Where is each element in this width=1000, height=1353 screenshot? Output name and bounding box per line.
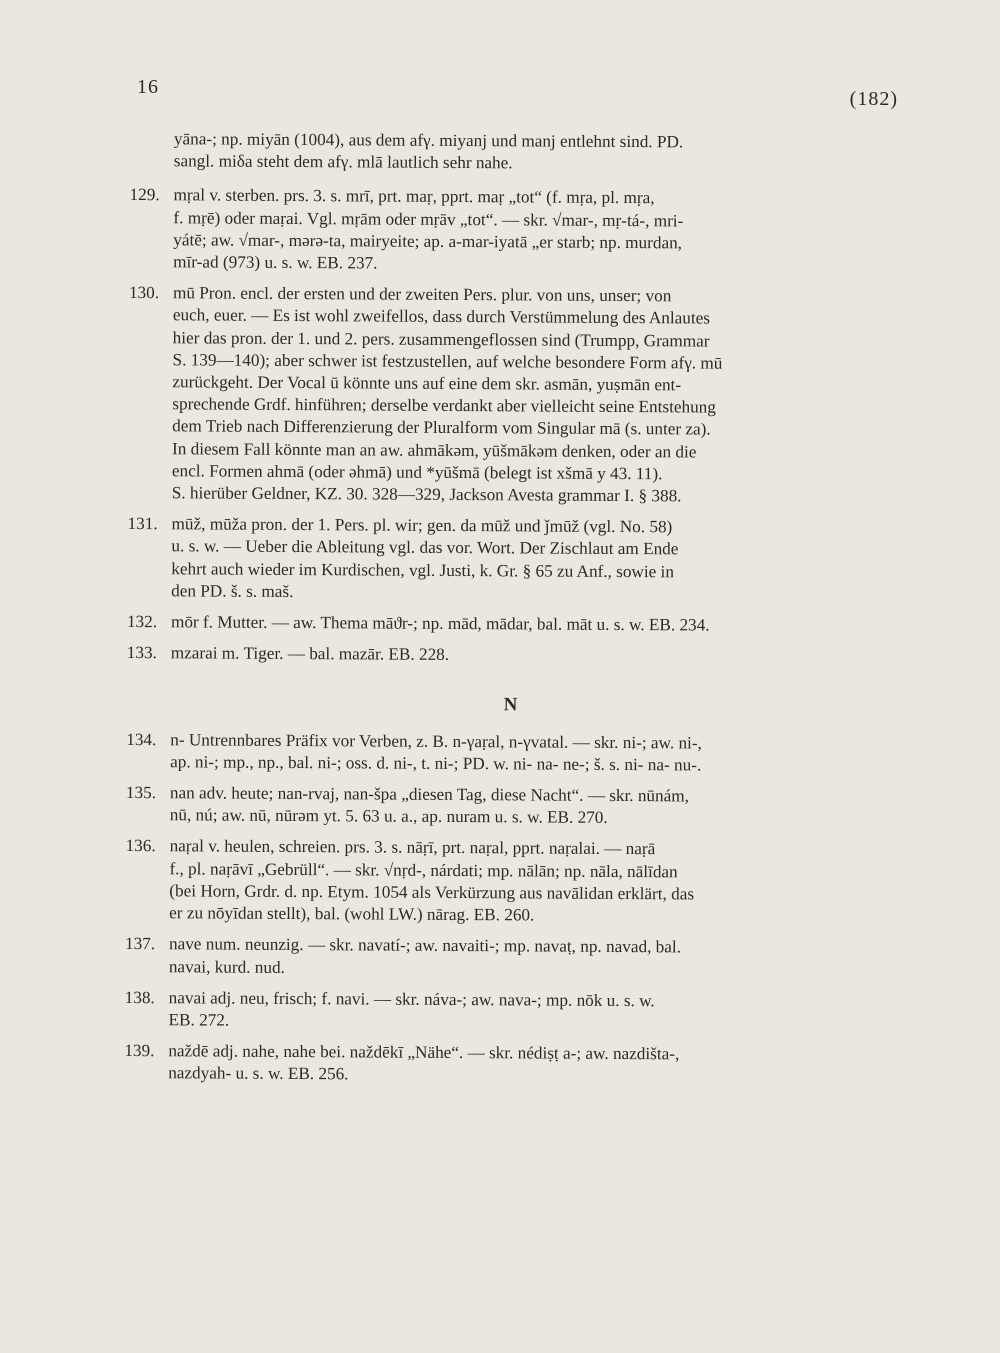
dictionary-entry	[127, 611, 895, 638]
entry-number: 136.	[125, 836, 156, 856]
dictionary-entry	[125, 933, 893, 982]
entry-text: nan adv. heute; nan-rvaj, nan-špa „diesen Tag, diese Nacht“. — skr. nūnám,	[169, 783, 690, 806]
page-body	[124, 128, 898, 1098]
entry-line: hier das pron. der 1. und 2. pers. zusammengeflossen sind (Trumpp, Grammar	[172, 327, 710, 351]
entry-text: mūž, mūža pron. der 1. Pers. pl. wir; gen. da mūž und ǰmūž (vgl. No. 58)	[171, 514, 673, 537]
dictionary-entry	[125, 835, 894, 929]
dictionary-entry	[127, 513, 896, 607]
entry-line	[127, 642, 895, 669]
entry-number: 134.	[126, 729, 157, 749]
section-heading: N	[503, 694, 518, 716]
entry-number: 133.	[126, 643, 157, 663]
entry-number: 129.	[129, 185, 160, 205]
entry-number: 138.	[124, 987, 155, 1007]
entry-number: 130.	[128, 283, 160, 303]
entry-text: mū Pron. encl. der ersten und der zweiten Pers. plur. von uns, unser; von	[172, 283, 672, 306]
original-page-number: (182)	[849, 88, 898, 110]
entry-line: nazdyah- u. s. w. EB. 256.	[168, 1063, 349, 1084]
entry-line: f., pl. naṛāvī „Gebrüll“. — skr. √nṛd-, nárdati; mp. nālān; np. nāla, nālīdan	[169, 858, 678, 882]
entry-line: S. 139—140); aber schwer ist festzustellen, auf welche besondere Form afγ. mū	[172, 350, 723, 373]
entry-line: In diesem Fall könnte man an aw. ahmākəm, yūšmākəm denken, oder an die	[171, 438, 697, 462]
entry-line: f. mṛē) oder maṛai. Vgl. mṛām oder mṛāv „tot“. — skr. √mar-, mṛ-tá-, mri-	[173, 207, 684, 230]
dictionary-entry	[126, 729, 894, 778]
entry-line: (bei Horn, Grdr. d. np. Etym. 1054 als Verkürzung aus navālidan erklärt, das	[169, 881, 695, 904]
entry-line: ap. ni-; mp., np., bal. ni-; oss. d. ni-, t. ni-; PD. w. ni- na- ne-; š. s. ni- na- nu-.	[170, 752, 702, 775]
entry-line	[125, 987, 893, 1014]
entry-number: 139.	[124, 1041, 155, 1061]
entry-line: nū, nú; aw. nū, nūrəm yt. 5. 63 u. a., ap. nuram u. s. w. EB. 270.	[169, 805, 608, 828]
entry-line: er zu nōyīdan stellt), bal. (wohl LW.) nārag. EB. 260.	[169, 903, 535, 925]
entry-line: EB. 272.	[168, 1010, 230, 1030]
entry-line: kehrt auch wieder im Kurdischen, vgl. Justi, k. Gr. § 65 zu Anf., sowie in	[171, 558, 675, 581]
entry-line: yátē; aw. √mar-, mərə-ta, mairyeite; ap. a-mar-iyatā „er starb; np. murdan,	[173, 230, 683, 253]
dictionary-entry	[129, 184, 898, 278]
entry-line: navai, kurd. nud.	[168, 956, 285, 977]
entry-line: sprechende Grdf. hinführen; derselbe verdankt aber vielleicht seine Entstehung	[172, 394, 716, 417]
dictionary-entry	[126, 782, 894, 831]
entries-list	[124, 729, 894, 1090]
entry-text: naždē adj. nahe, nahe bei. naždēkī „Nähe“. — skr. nédiṣṭ a-; aw. nazdišta-,	[168, 1041, 680, 1064]
entry-number: 135.	[125, 783, 157, 803]
entry-line: S. hierüber Geldner, KZ. 30. 328—329, Jackson Avesta grammar I. § 388.	[171, 483, 682, 506]
entry-text: mzarai m. Tiger. — bal. mazār. EB. 228.	[170, 643, 450, 665]
entry-line: mīr-ad (973) u. s. w. EB. 237.	[173, 252, 378, 273]
entry-text: navai adj. neu, frisch; f. navi. — skr. náva-; aw. nava-; mp. nōk u. s. w.	[168, 987, 655, 1010]
entry-number: 132.	[126, 612, 158, 632]
dictionary-entry	[127, 642, 895, 669]
entry-line: euch, euer. — Es ist wohl zweifellos, dass durch Verstümmelung des Anlautes	[172, 305, 711, 328]
entry-number: 131.	[127, 514, 158, 534]
dictionary-entry	[124, 987, 892, 1036]
entry-text: naṛal v. heulen, schreien. prs. 3. s. nāṛī, prt. naṛal, pprt. naṛalai. — naṛā	[169, 836, 656, 859]
entry-line: dem Trieb nach Differenzierung der Pluralform vom Singular mā (s. unter za).	[172, 416, 711, 439]
entry-text: nave num. neunzig. — skr. navatí-; aw. navaiti-; mp. navaṭ, np. navad, bal.	[168, 934, 682, 957]
entry-line: den PD. š. s. maš.	[171, 581, 294, 601]
entry-text: n- Untrennbares Präfix vor Verben, z. B. n-γaṛal, n-γvatal. — skr. ni-; aw. ni-,	[170, 729, 702, 753]
entry-text: mōr f. Mutter. — aw. Thema māϑr-; np. mād, mādar, bal. māt u. s. w. EB. 234.	[170, 612, 710, 635]
entry-text: mṛal v. sterben. prs. 3. s. mrī, prt. maṛ, pprt. maṛ „tot“ (f. mṛa, pl. mṛa,	[173, 185, 655, 208]
page-number: 16	[137, 76, 159, 98]
continuation-text	[130, 128, 898, 177]
entry-number: 137.	[124, 934, 156, 954]
dictionary-entry	[128, 282, 897, 509]
dictionary-entry	[124, 1040, 892, 1089]
text-line: yāna-; np. miyān (1004), aus dem afγ. miyanj und manj entlehnt sind. PD.	[173, 129, 684, 152]
entry-line: zurückgeht. Der Vocal ū könnte uns auf eine dem skr. asmān, yuṣmān ent-	[172, 372, 682, 395]
entries-list	[127, 184, 898, 669]
entry-line	[127, 611, 895, 638]
entry-line: encl. Formen ahmā (oder əhmā) und *yūšmā (belegt ist xšmā y 43. 11).	[171, 461, 663, 484]
text-line: sangl. miδa steht dem afγ. mlā lautlich sehr nahe.	[173, 151, 513, 173]
entry-line: u. s. w. — Ueber die Ableitung vgl. das vor. Wort. Der Zischlaut am Ende	[171, 536, 679, 559]
